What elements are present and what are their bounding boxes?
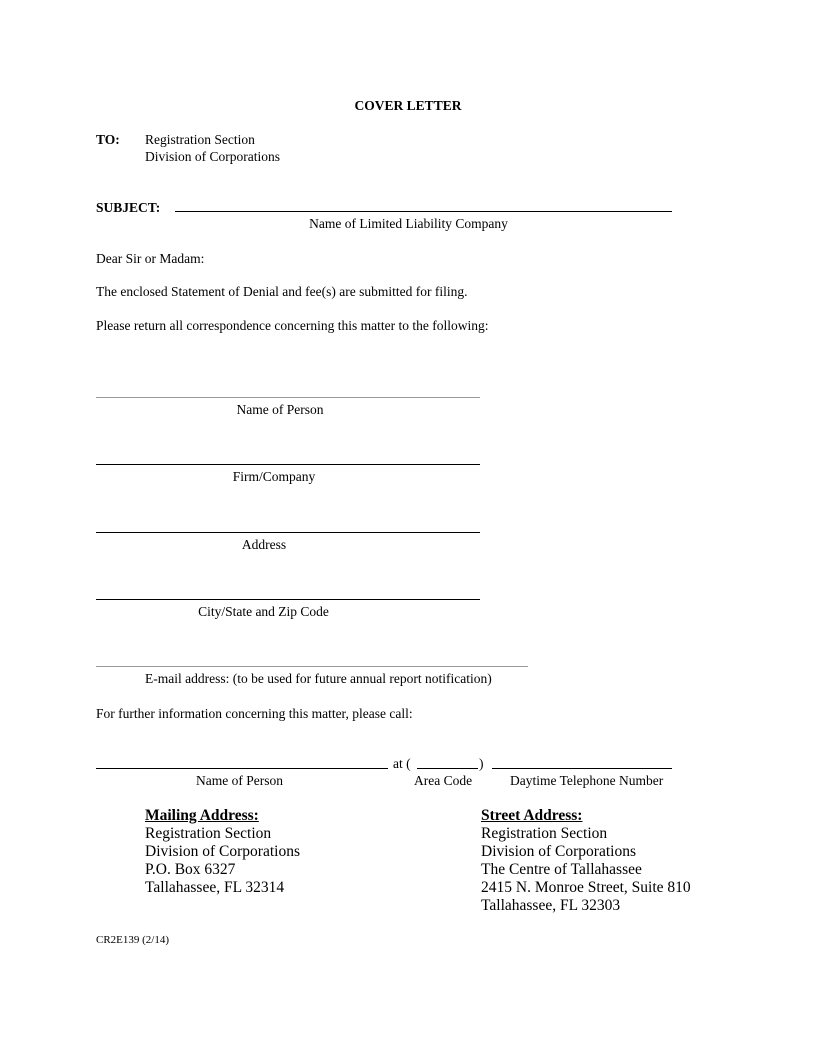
firm-company-caption: Firm/Company <box>232 469 316 484</box>
to-label: TO: <box>96 132 120 147</box>
email-line[interactable] <box>96 666 528 667</box>
street-line-2: Division of Corporations <box>481 843 636 860</box>
city-state-zip-caption: City/State and Zip Code <box>198 604 329 619</box>
email-caption: E-mail address: (to be used for future annual report notification) <box>145 671 492 686</box>
to-line-2: Division of Corporations <box>145 149 280 164</box>
mailing-address-heading: Mailing Address: <box>145 807 259 824</box>
subject-line[interactable] <box>175 211 672 212</box>
firm-company-line[interactable] <box>96 464 480 465</box>
mailing-line-4: Tallahassee, FL 32314 <box>145 879 285 896</box>
address-line[interactable] <box>96 532 480 533</box>
paragraph-return: Please return all correspondence concerning this matter to the following: <box>96 318 489 333</box>
salutation: Dear Sir or Madam: <box>96 251 205 266</box>
to-line-1: Registration Section <box>145 132 255 147</box>
city-state-zip-line[interactable] <box>96 599 480 600</box>
street-line-1: Registration Section <box>481 825 608 842</box>
street-address-heading: Street Address: <box>481 807 583 824</box>
telephone-number-line[interactable] <box>492 768 672 769</box>
mailing-line-1: Registration Section <box>145 825 272 842</box>
phone-name-line[interactable] <box>96 768 388 769</box>
street-line-5: Tallahassee, FL 32303 <box>481 897 621 914</box>
area-code-line[interactable] <box>417 768 478 769</box>
name-of-person-caption: Name of Person <box>236 402 324 417</box>
street-line-3: The Centre of Tallahassee <box>481 861 642 878</box>
mailing-line-2: Division of Corporations <box>145 843 300 860</box>
subject-label: SUBJECT: <box>96 200 161 215</box>
daytime-telephone-caption: Daytime Telephone Number <box>510 773 664 788</box>
phone-close-paren: ) <box>479 756 484 771</box>
page-title: COVER LETTER <box>354 98 462 113</box>
phone-name-caption: Name of Person <box>196 773 283 788</box>
form-code: CR2E139 (2/14) <box>96 934 170 946</box>
name-of-person-line[interactable] <box>96 397 480 398</box>
subject-caption: Name of Limited Liability Company <box>309 216 508 231</box>
street-line-4: 2415 N. Monroe Street, Suite 810 <box>481 879 691 896</box>
address-caption: Address <box>241 537 287 552</box>
paragraph-submitted: The enclosed Statement of Denial and fee(s) are submitted for filing. <box>96 284 468 299</box>
mailing-line-3: P.O. Box 6327 <box>145 861 236 878</box>
phone-at-text: at ( <box>393 756 411 771</box>
area-code-caption: Area Code <box>414 773 473 788</box>
further-info-text: For further information concerning this matter, please call: <box>96 706 413 721</box>
